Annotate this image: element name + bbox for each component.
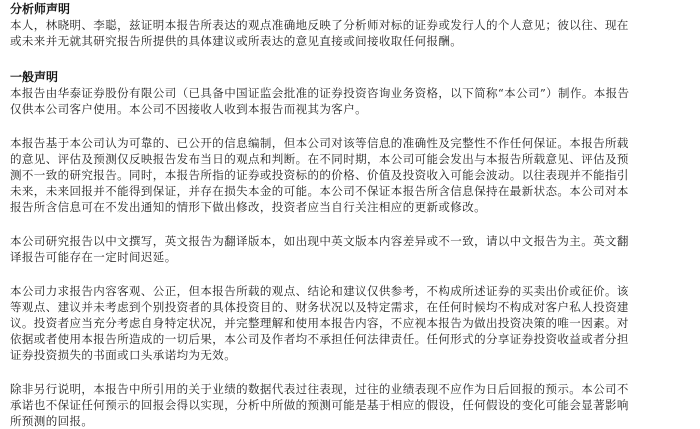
disclaimer-page bbox=[0, 1, 700, 428]
paragraph-line: 仅供本公司客户使用。本公司不因接收人收到本报告而视其为客户。 bbox=[10, 102, 367, 116]
paragraph-line: 或未来并无就其研究报告所提供的具体建议或所表达的意见直接或间接收取任何报酬。 bbox=[10, 34, 463, 48]
paragraph-line: 承诺也不保证任何预示的回报会得以实现，分析中所做的预测可能是基于相应的假设，任何假设的变化可能会显著影响 bbox=[10, 398, 629, 412]
paragraph-spacer bbox=[10, 117, 692, 135]
paragraph-line: 等观点、建议并未考虑到个别投资者的具体投资目的、财务状况以及特定需求，在任何时候均不构成对客户私人投资建 bbox=[10, 300, 629, 314]
general-statement-title: 一般声明 bbox=[10, 70, 59, 84]
paragraph-line: 依据或者使用本报告所造成的一切后果，本公司及作者均不承担任何法律责任。任何形式的分享证券投资收益或者分担 bbox=[10, 332, 629, 346]
paragraph-line: 证券投资损失的书面或口头承诺均为无效。 bbox=[10, 348, 237, 362]
paragraph-spacer bbox=[10, 363, 692, 381]
paragraph-line: 本公司研究报告以中文撰写，英文报告为翻译版本，如出现中英文版本内容差异或不一致，请以中文报告为主。英文翻 bbox=[10, 234, 629, 248]
paragraph-line: 的意见、评估及预测仅反映报告发布当日的观点和判断。在不同时期，本公司可能会发出与本报告所载意见、评估及预 bbox=[10, 152, 629, 166]
paragraph-line: 本报告由华泰证券股份有限公司（已具备中国证监会批准的证券投资咨询业务资格，以下简称“本公司”）制作。本报告 bbox=[10, 86, 630, 100]
general-statement-paragraph-4 bbox=[10, 283, 692, 363]
paragraph-spacer bbox=[10, 215, 692, 233]
general-statement-paragraph-2 bbox=[10, 135, 692, 215]
paragraph-line: 除非另行说明，本报告中所引用的关于业绩的数据代表过往表现，过往的业绩表现不应作为日后回报的预示。本公司不 bbox=[10, 382, 629, 396]
analyst-statement-title: 分析师声明 bbox=[10, 2, 71, 16]
paragraph-line: 报告所含信息可在不发出通知的情形下做出修改，投资者应当自行关注相应的更新或修改。 bbox=[10, 200, 486, 214]
general-statement-paragraph-5 bbox=[10, 381, 692, 429]
paragraph-spacer bbox=[10, 265, 692, 283]
general-statement-paragraph-1 bbox=[10, 85, 692, 117]
paragraph-line: 测不一致的研究报告。同时，本报告所指的证券或投资标的的价格、价值及投资收入可能会波动。以往表现并不能指引 bbox=[10, 168, 629, 182]
paragraph-line: 所预测的回报。 bbox=[10, 414, 94, 428]
paragraph-line: 本人，林晓明、李聪，兹证明本报告所表达的观点准确地反映了分析师对标的证券或发行人的个人意见；彼以往、现在 bbox=[10, 18, 629, 32]
paragraph-line: 议。投资者应当充分考虑自身特定状况，并完整理解和使用本报告内容，不应视本报告为做出投资决策的唯一因素。对 bbox=[10, 316, 629, 330]
paragraph-line: 本报告基于本公司认为可靠的、已公开的信息编制，但本公司对该等信息的准确性及完整性不作任何保证。本报告所载 bbox=[10, 136, 629, 150]
paragraph-line: 未来，未来回报并不能得到保证，并存在损失本金的可能。本公司不保证本报告所含信息保持在最新状态。本公司对本 bbox=[10, 184, 629, 198]
paragraph-line: 译报告可能存在一定时间迟延。 bbox=[10, 250, 177, 264]
paragraph-line: 本公司力求报告内容客观、公正，但本报告所载的观点、结论和建议仅供参考，不构成所述证券的买卖出价或征价。该 bbox=[10, 284, 629, 298]
general-statement-paragraph-3 bbox=[10, 233, 692, 265]
analyst-statement-paragraph bbox=[10, 17, 692, 49]
